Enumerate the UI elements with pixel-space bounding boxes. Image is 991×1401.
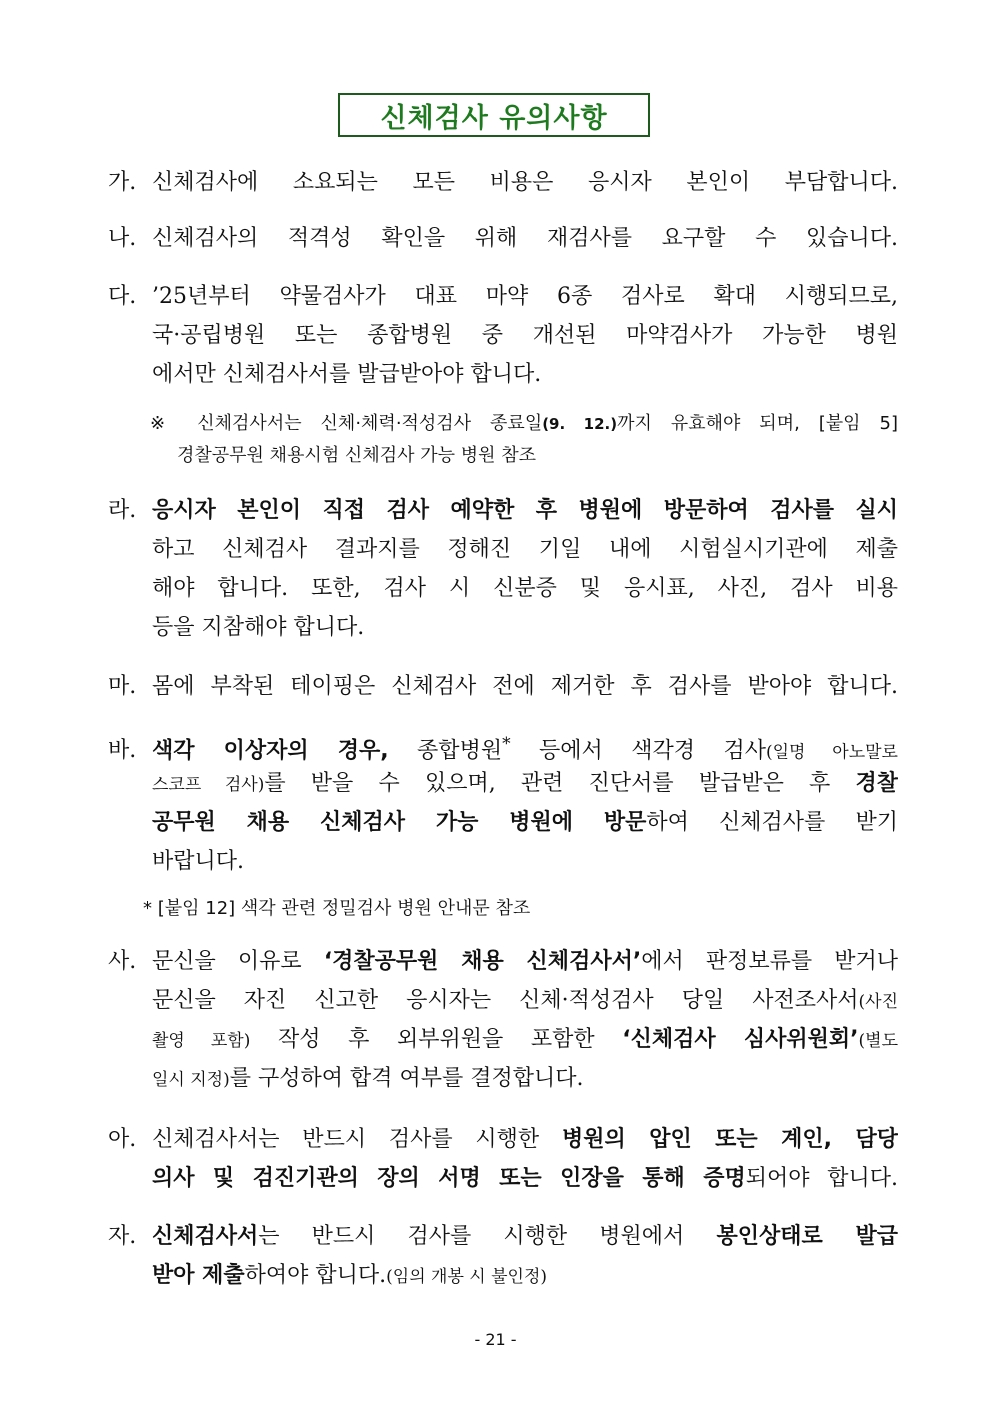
marker-ma: 마. <box>108 674 137 699</box>
marker-ra: 라. <box>108 498 137 523</box>
marker-da: 다. <box>108 284 137 309</box>
item-sa-line2: 문신을 자진 신고한 응시자는 신체·적성검사 당일 사전조사서(사진 <box>152 988 898 1013</box>
item-ra-line3: 해야 합니다. 또한, 검사 시 신분증 및 응시표, 사진, 검사 비용 <box>152 576 898 601</box>
item-ba-line3: 공무원 채용 신체검사 가능 병원에 방문하여 신체검사를 받기 <box>152 810 898 835</box>
marker-ba: 바. <box>108 738 137 764</box>
marker-ga: 가. <box>108 170 137 195</box>
marker-a: 아. <box>108 1127 137 1152</box>
item-ra-line4: 등을 지참해야 합니다. <box>152 615 365 640</box>
item-ja: 자. 신체검사서는 반드시 검사를 시행한 병원에서 봉인상태로 발급 받아 제출하여야 합니다.(임의 개봉 시 불인정) <box>108 1217 898 1295</box>
item-sa: 사. 문신을 이유로 ‘경찰공무원 채용 신체검사서’에서 판정보류를 받거나 문신을 자진 신고한 응시자는 신체·적성검사 당일 사전조사서(사진 촬영 포함) 작성 후 외부위원을 포함한 ‘신체검사 심사위원회’(별도 일시 지정)를 구성하여 합격 여부를 결정합니다. <box>108 942 898 1098</box>
item-da-line3: 에서만 신체검사서를 발급받아야 합니다. <box>152 362 542 387</box>
item-na-text: 신체검사의 적격성 확인을 위해 재검사를 요구할 수 있습니다. <box>152 226 898 251</box>
page-number: - 21 - <box>474 1330 517 1349</box>
item-ga-text: 신체검사에 소요되는 모든 비용은 응시자 본인이 부담합니다. <box>152 170 898 195</box>
item-ga <box>108 163 898 202</box>
item-da-line1: ’25년부터 약물검사가 대표 마약 6종 검사로 확대 시행되므로, <box>152 284 898 309</box>
item-na <box>108 219 898 258</box>
item-da <box>108 277 898 394</box>
item-da-note-line2: 경찰공무원 채용시험 신체검사 가능 병원 참조 <box>177 445 536 466</box>
item-sa-line3: 촬영 포함) 작성 후 외부위원을 포함한 ‘신체검사 심사위원회’(별도 <box>152 1027 898 1052</box>
item-ma-text: 몸에 부착된 테이핑은 신체검사 전에 제거한 후 검사를 받아야 합니다. <box>152 674 898 699</box>
item-ja-line2: 받아 제출하여야 합니다.(임의 개봉 시 불인정) <box>152 1263 548 1288</box>
page-title: 신체검사 유의사항 <box>380 102 608 134</box>
item-ra <box>108 491 898 647</box>
title-box <box>338 93 650 137</box>
item-da-note-line1: ※ 신체검사서는 신체·체력·적성검사 종료일(9. 12.)까지 유효해야 되며, [붙임 5] <box>150 413 898 434</box>
item-ba-line4: 바랍니다. <box>152 849 245 874</box>
item-ra-line2: 하고 신체검사 결과지를 정해진 기일 내에 시험실시기관에 제출 <box>152 537 898 562</box>
item-ra-line1: 응시자 본인이 직접 검사 예약한 후 병원에 방문하여 검사를 실시 <box>152 498 898 523</box>
item-ba-line2: 스코프 검사)를 받을 수 있으며, 관련 진단서를 발급받은 후 경찰 <box>152 771 898 796</box>
item-ba: 바. 색각 이상자의 경우, 종합병원* 등에서 색각경 검사(일명 아노말로 스코프 검사)를 받을 수 있으며, 관련 진단서를 발급받은 후 경찰 공무원 채용 신체검사 가능 병원에 방문하여 신체검사를 받기 바랍니다. <box>108 725 898 881</box>
marker-na: 나. <box>108 226 137 251</box>
item-da-line2: 국·공립병원 또는 종합병원 중 개선된 마약검사가 가능한 병원 <box>152 323 898 348</box>
item-a: 아. 신체검사서는 반드시 검사를 시행한 병원의 압인 또는 계인, 담당 의사 및 검진기관의 장의 서명 또는 인장을 통해 증명되어야 합니다. <box>108 1120 898 1198</box>
marker-sa: 사. <box>108 949 137 974</box>
marker-ja: 자. <box>108 1224 137 1249</box>
item-sa-line4: 일시 지정)를 구성하여 합격 여부를 결정합니다. <box>152 1066 584 1091</box>
item-ma <box>108 667 898 706</box>
item-a-line2: 의사 및 검진기관의 장의 서명 또는 인장을 통해 증명되어야 합니다. <box>152 1166 898 1191</box>
item-ba-note: * [붙임 12] 색각 관련 정밀검사 병원 안내문 참조 <box>143 898 531 919</box>
